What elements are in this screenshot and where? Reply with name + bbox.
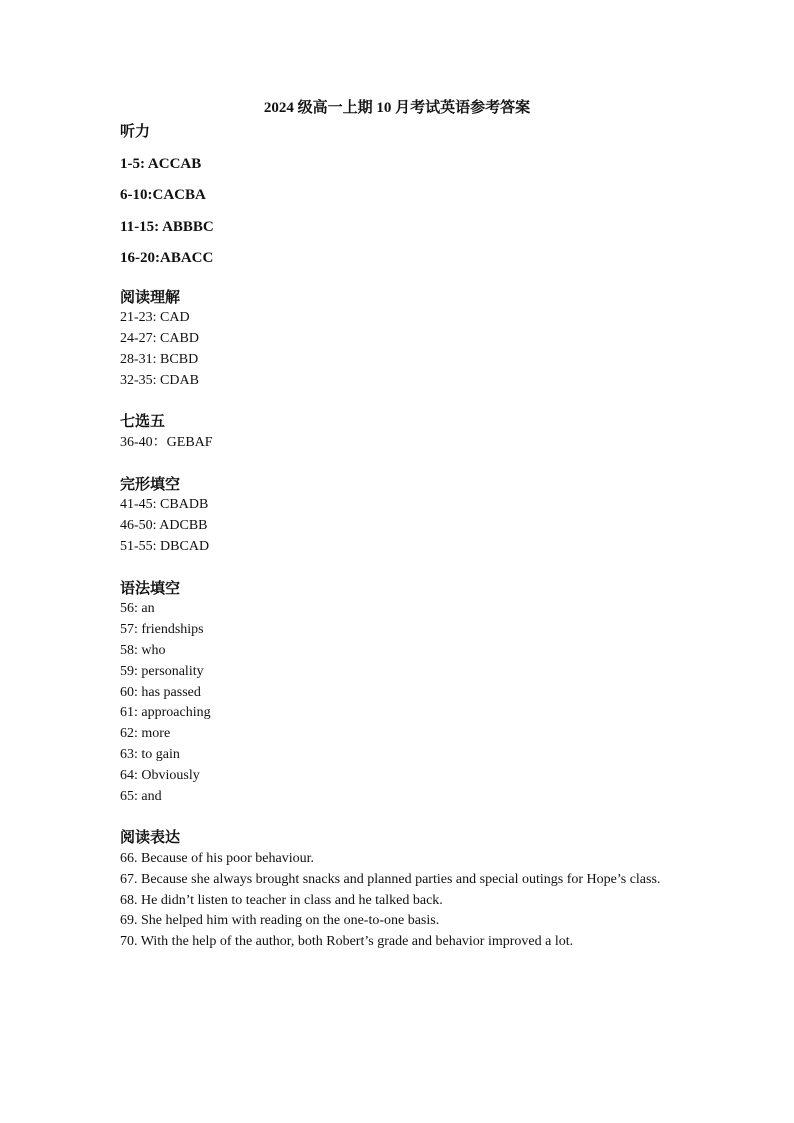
answer-line: 32-35: CDAB — [120, 372, 199, 388]
section-heading-reading: 阅读理解 — [120, 289, 181, 306]
answer-line: 66. Because of his poor behaviour. — [120, 851, 315, 867]
answer-line: 11-15: ABBBC — [120, 218, 214, 235]
section-heading-listening: 听力 — [120, 124, 151, 140]
answer-line: 1-5: ACCAB — [120, 155, 202, 172]
page-title: 2024 级高一上期 10 月考试英语参考答案 — [263, 100, 531, 116]
answer-line: 21-23: CAD — [120, 310, 190, 326]
answer-line: 41-45: CBADB — [120, 497, 209, 513]
answer-line: 68. He didn’t listen to teacher in class and he talked back. — [120, 892, 443, 908]
section-heading-cloze: 完形填空 — [120, 476, 181, 493]
answer-line: 59: personality — [120, 663, 204, 679]
answer-line: 61: approaching — [120, 705, 211, 721]
answer-line: 69. She helped him with reading on the one-to-one basis. — [120, 913, 440, 929]
section-heading-expression: 阅读表达 — [120, 830, 181, 847]
section-heading-seven-choose-five: 七选五 — [120, 414, 166, 431]
section-heading-grammar: 语法填空 — [120, 580, 181, 597]
answer-line: 46-50: ADCBB — [120, 518, 208, 534]
answer-line: 28-31: BCBD — [120, 351, 199, 367]
spacer — [120, 807, 673, 828]
answer-line: 6-10:CACBA — [120, 187, 206, 203]
answer-line: 57: friendships — [120, 622, 204, 638]
spacer — [120, 454, 673, 475]
answer-line: 58: who — [120, 643, 166, 659]
spacer — [120, 558, 673, 579]
answer-line: 62: more — [120, 726, 171, 742]
answer-line: 51-55: DBCAD — [120, 539, 210, 555]
answer-line: 64: Obviously — [120, 767, 200, 783]
answer-content — [120, 122, 673, 953]
answer-line: 70. With the help of the author, both Robert’s grade and behavior improved a lot. — [120, 934, 574, 950]
answer-line: 60: has passed — [120, 684, 201, 700]
answer-line: 67. Because she always brought snacks and planned parties and special outings for Hope’s class. — [120, 871, 661, 887]
answer-line: 16-20:ABACC — [120, 250, 214, 266]
answer-line: 24-27: CABD — [120, 331, 199, 347]
answer-line: 56: an — [120, 601, 155, 617]
answer-line: 36-40：GEBAF — [120, 435, 213, 451]
spacer — [120, 280, 673, 288]
answer-line: 63: to gain — [120, 747, 180, 763]
answer-line: 65: and — [120, 788, 162, 804]
spacer — [120, 391, 673, 412]
